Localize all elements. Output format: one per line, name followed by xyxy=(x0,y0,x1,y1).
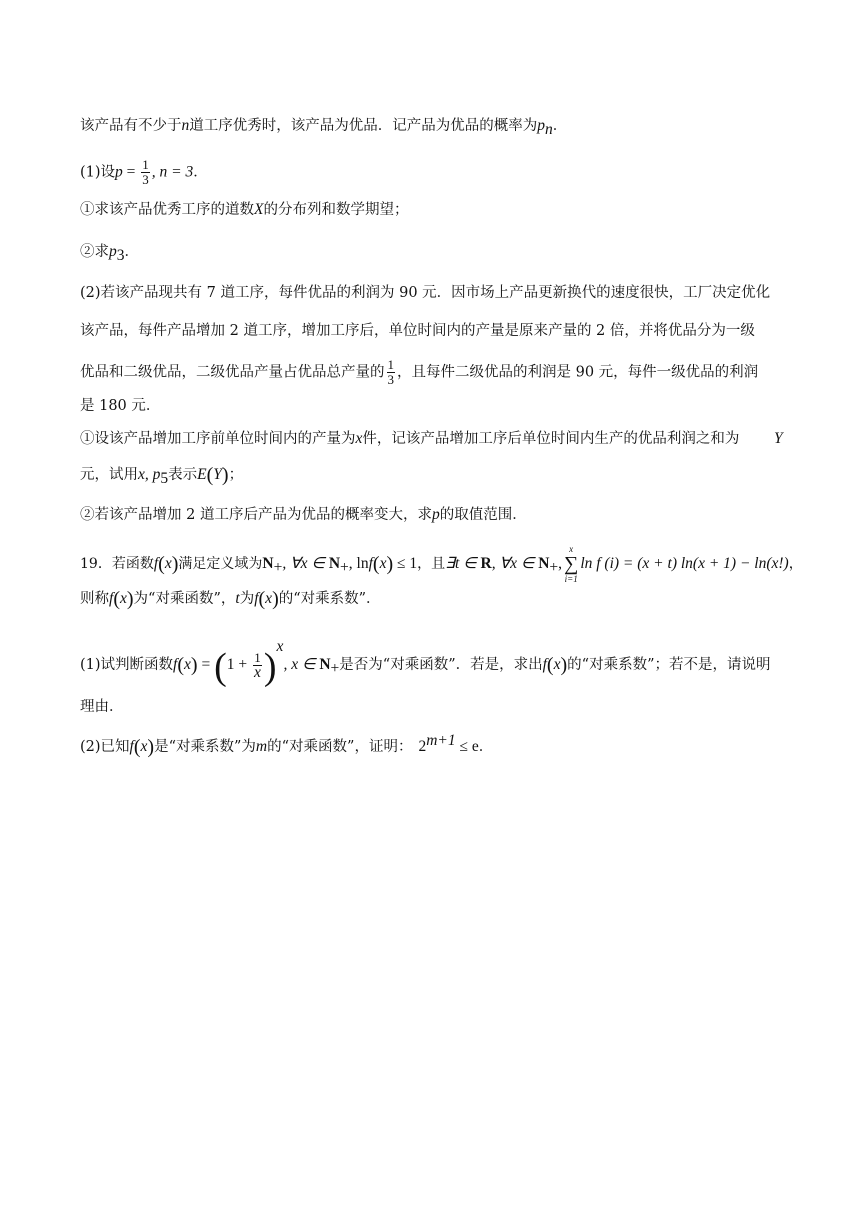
right-paren: ) xyxy=(147,736,155,758)
q2a-E: E xyxy=(197,466,207,483)
p19-2-x: x xyxy=(140,738,148,755)
part1-rest: , n = 3 xyxy=(151,163,194,181)
sum-lower: i=1 xyxy=(564,574,578,584)
set-N: N xyxy=(538,555,550,572)
q19-f: f xyxy=(368,555,373,572)
q2a-line1 xyxy=(80,429,783,449)
right-paren: ) xyxy=(221,464,229,486)
q19-end: ， xyxy=(788,556,803,572)
q2b-p: p xyxy=(431,506,440,523)
q2b-text-a: ②若该产品增加 2 道工序后产品为优品的概率变大，求 xyxy=(80,507,432,523)
p19-1-frac-den: x xyxy=(254,663,261,681)
intro-text-b: 道工序优秀时，该产品为优品．记产品为优品的概率为 xyxy=(189,118,538,134)
p19-2-text-a: (2)已知 xyxy=(80,739,130,755)
part2-line1: (2)若该产品现共有 7 道工序，每件优品的利润为 90 元．因市场上产品更新换代的速度很快，工厂决定优化 xyxy=(80,285,771,301)
q1b-sub: 3 xyxy=(116,246,125,264)
p19-1-f2: f xyxy=(542,656,547,673)
p19-1-line1 xyxy=(80,638,771,688)
q2a-x: x xyxy=(355,430,363,447)
q1a-text-b: 的分布列和数学期望； xyxy=(263,202,409,218)
q1a-text-a: ①求该产品优秀工序的道数 xyxy=(80,202,254,218)
q2a-line2 xyxy=(80,465,243,485)
part2-frac-num: 1 xyxy=(387,357,394,372)
q19-line1 xyxy=(80,544,803,584)
var-p-sub: n xyxy=(545,120,553,138)
p19-2-end: ． xyxy=(478,739,494,755)
left-paren: ( xyxy=(113,588,120,610)
right-paren: ) xyxy=(560,654,568,676)
p19-1-cond: , x ∈ xyxy=(283,656,320,673)
left-paren: ( xyxy=(546,654,554,676)
q19-x: x xyxy=(379,555,387,572)
q19-cond2: , ln xyxy=(348,555,369,572)
var-p: p xyxy=(537,117,545,134)
intro-end: ． xyxy=(552,118,568,134)
right-paren: ) xyxy=(190,654,198,676)
p19-1-one: 1 + xyxy=(226,656,251,673)
sum-sign: ∑ xyxy=(564,553,579,575)
q19-cond3: ≤ 1 xyxy=(393,555,418,572)
plus-sub: + xyxy=(330,659,340,677)
p19-1-label: (1)试判断函数 xyxy=(80,657,174,673)
q1b-end: ． xyxy=(124,244,139,260)
set-N: N xyxy=(328,555,341,572)
right-paren: ) xyxy=(386,553,394,575)
set-N: N xyxy=(319,656,331,673)
q19b-text-b: 为“对乘函数”， xyxy=(133,591,236,607)
p19-2-text-b: 是“对乘系数”为 xyxy=(154,739,256,755)
q1b-text-a: ②求 xyxy=(80,244,109,260)
p19-1-x2: x xyxy=(553,656,561,673)
part2-fraction xyxy=(387,358,396,387)
plus-sub: + xyxy=(549,558,559,576)
q19-line2 xyxy=(80,589,381,609)
p19-1-x: x xyxy=(184,656,191,673)
q2a-Y: Y xyxy=(774,430,783,447)
q2a-text-a: ①设该产品增加工序前单位时间内的产量为 xyxy=(80,431,356,447)
sum-upper: x xyxy=(569,544,574,554)
q19-exists: ∃t ∈ xyxy=(445,555,481,572)
q1b-line xyxy=(80,242,139,262)
q19-cond1: , ∀x ∈ xyxy=(282,555,329,572)
q2b-line xyxy=(80,505,527,525)
q1b-p: p xyxy=(109,243,117,260)
set-R: R xyxy=(480,555,492,572)
p19-1-fraction xyxy=(253,651,262,680)
p19-1-f: f xyxy=(173,656,178,673)
part2-line4: 是 180 元． xyxy=(80,398,161,414)
left-paren: ( xyxy=(177,654,185,676)
p19-2-f: f xyxy=(129,738,134,755)
big-right-paren: ) xyxy=(263,646,277,688)
q19b-f: f xyxy=(109,590,114,607)
q2a-sub: 5 xyxy=(160,469,169,487)
summation xyxy=(564,544,578,584)
left-paren: ( xyxy=(206,464,214,486)
part1-p: p xyxy=(115,163,123,181)
part1-end: ． xyxy=(193,164,208,181)
plus-sub: + xyxy=(273,558,283,576)
part2-line3 xyxy=(80,358,758,387)
p19-1-text-b: 的“对乘系数”；若不是，请说明 xyxy=(567,657,771,673)
right-paren: ) xyxy=(171,553,179,575)
left-paren: ( xyxy=(133,736,141,758)
right-paren: ) xyxy=(126,588,134,610)
part1-frac-num: 1 xyxy=(142,157,149,172)
left-paren: ( xyxy=(258,588,266,610)
part1-label: (1)设 xyxy=(80,164,116,181)
q2a-end: ； xyxy=(228,467,244,483)
intro-text-a: 该产品有不少于 xyxy=(80,118,182,134)
part1-frac-den: 3 xyxy=(142,172,149,187)
q19-cond5: , xyxy=(558,555,563,572)
plus-sub: + xyxy=(340,558,349,576)
q1a-line xyxy=(80,200,408,220)
var-m: m xyxy=(255,738,268,755)
q2a-text-c: 元，试用 xyxy=(80,467,138,483)
q19b-text-d: 的“对乘系数”． xyxy=(278,591,381,607)
p19-2-ineq: ≤ e xyxy=(455,738,479,755)
q19b-x: x xyxy=(119,590,127,607)
intro-line xyxy=(80,116,567,136)
q19-x: x xyxy=(164,555,172,572)
part1-eq: = xyxy=(122,163,140,181)
q19-text-a: 满足定义域为 xyxy=(178,556,263,572)
q19b-text-c: 为 xyxy=(239,591,255,607)
var-X: X xyxy=(254,201,264,218)
right-paren: ) xyxy=(272,588,279,610)
q2a-vars: x, p xyxy=(138,466,161,483)
part2-line3b: ，且每件二级优品的利润是 90 元，每件一级优品的利润 xyxy=(397,364,759,381)
q19-num: 19．若函数 xyxy=(80,556,154,572)
part2-line3a: 优品和二级优品，二级优品产量占优品总产量的 xyxy=(80,364,385,381)
left-paren: ( xyxy=(372,553,380,575)
p19-2-line xyxy=(80,732,494,758)
p19-1-text-a: 是否为“对乘函数”．若是，求出 xyxy=(339,657,543,673)
q2b-text-b: 的取值范围． xyxy=(439,507,527,523)
big-left-paren: ( xyxy=(214,646,227,688)
part1-fraction xyxy=(141,158,150,187)
left-paren: ( xyxy=(158,553,165,575)
p19-1-frac-num: 1 xyxy=(254,649,261,665)
q2a-EY: Y xyxy=(213,466,222,483)
p19-1-exp: x xyxy=(276,638,284,655)
q19-text-b: ，且 xyxy=(417,556,446,572)
q2a-text-d: 表示 xyxy=(168,467,198,483)
q19-formula: ln f (i) = (x + t) ln(x + 1) − ln(x!) xyxy=(580,555,789,572)
p19-1-line2: 理由． xyxy=(80,699,124,715)
p19-2-base: 2 xyxy=(418,738,427,755)
part1-line xyxy=(80,158,208,187)
q19-cond4: , ∀x ∈ xyxy=(491,555,539,572)
q2a-text-b: 件，记该产品增加工序后单位时间内生产的优品利润之和为 xyxy=(362,431,740,447)
part2-frac-den: 3 xyxy=(387,372,394,387)
p19-2-text-c: 的“对乘函数”，证明： xyxy=(267,739,413,755)
part2-line2: 该产品，每件产品增加 2 道工序，增加工序后，单位时间内的产量是原来产量的 2 倍，并将优品分为一级 xyxy=(80,323,755,339)
q19-f: f xyxy=(153,555,159,572)
p19-1-eq: = xyxy=(197,656,215,673)
var-n: n xyxy=(181,117,190,134)
q19b-text-a: 则称 xyxy=(80,591,109,607)
set-N: N xyxy=(262,555,274,572)
q19b-f2: f xyxy=(254,590,259,607)
q19b-t: t xyxy=(235,590,240,607)
q19b-x2: x xyxy=(265,590,273,607)
p19-2-exp: m+1 xyxy=(426,732,456,750)
